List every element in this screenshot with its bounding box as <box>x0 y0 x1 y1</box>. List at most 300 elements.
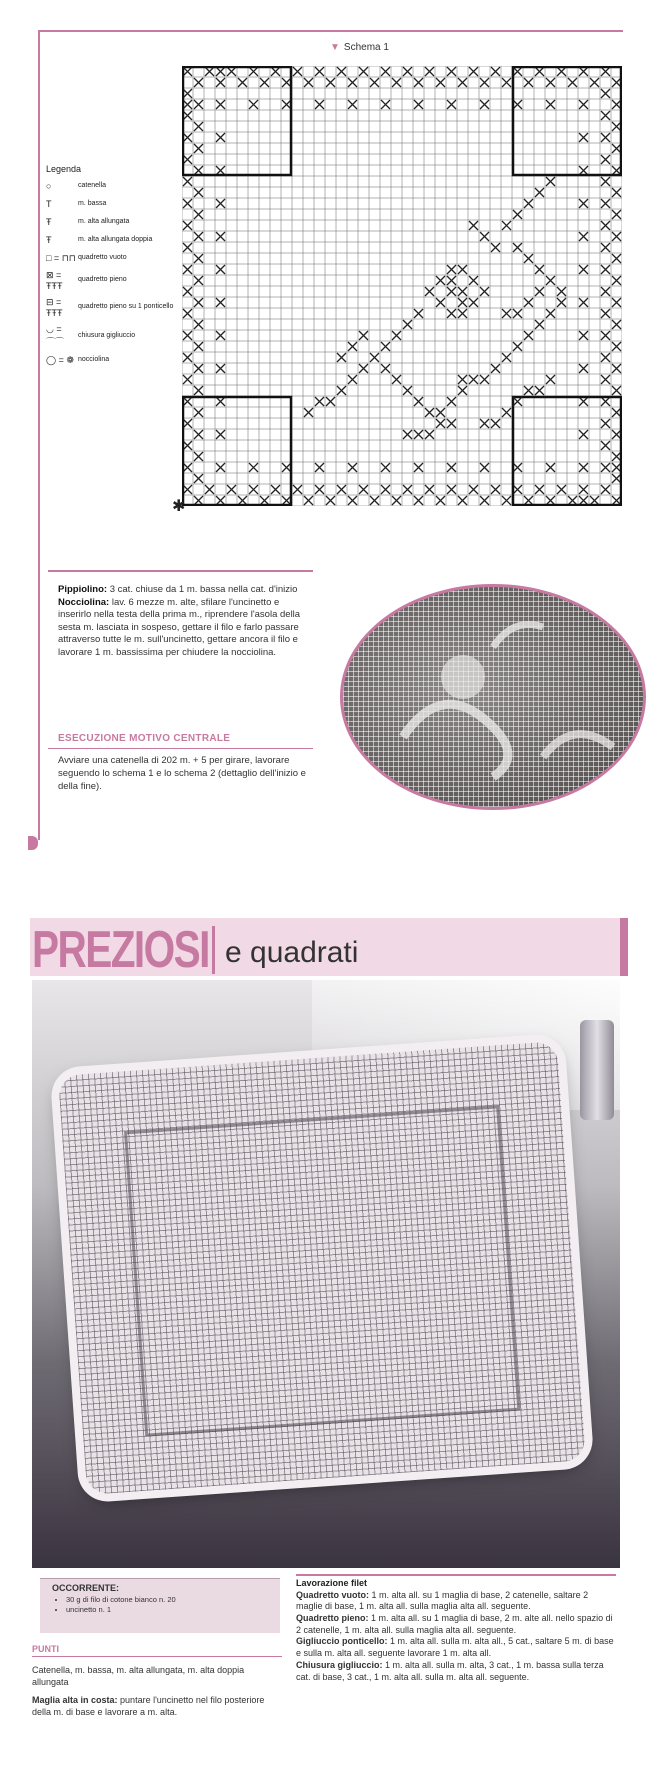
filled-square <box>447 463 456 472</box>
filled-square <box>612 100 621 109</box>
filled-square <box>557 298 566 307</box>
filled-square <box>194 496 203 505</box>
filled-square <box>469 485 478 494</box>
filled-square <box>502 496 511 505</box>
filled-square <box>194 386 203 395</box>
stitches-heading: PUNTI <box>32 1644 282 1657</box>
filled-square <box>480 287 489 296</box>
filled-square <box>183 441 192 450</box>
filled-square <box>403 430 412 439</box>
filled-square <box>337 353 346 362</box>
legend-label: chiusura gigliuccio <box>78 331 136 339</box>
filled-square <box>414 463 423 472</box>
filled-square <box>227 485 236 494</box>
legend-item <box>46 198 176 210</box>
filled-square <box>458 287 467 296</box>
filled-square <box>612 430 621 439</box>
filled-square <box>183 485 192 494</box>
filled-square <box>348 342 357 351</box>
filled-square <box>447 265 456 274</box>
filled-square <box>381 485 390 494</box>
filled-square <box>458 496 467 505</box>
filled-square <box>491 485 500 494</box>
legend-symbol-icon: T <box>46 199 52 209</box>
filled-square <box>579 100 588 109</box>
filled-square <box>612 78 621 87</box>
filled-square <box>183 67 192 76</box>
filled-square <box>414 78 423 87</box>
filled-square <box>612 474 621 483</box>
filled-square <box>546 78 555 87</box>
legend-symbol-icon: Ŧ <box>46 217 52 227</box>
filled-square <box>293 67 302 76</box>
filled-square <box>513 397 522 406</box>
filled-square <box>260 78 269 87</box>
filled-square <box>282 463 291 472</box>
qv-text: 1 m. alta all. su 1 maglia di base, 2 catenelle, saltare 2 maglie di base, 1 m. alta all. sulla maglia alta all. seguente. <box>296 1589 589 1612</box>
legend-item <box>46 180 176 192</box>
filled-square <box>612 320 621 329</box>
execution-section <box>48 733 313 793</box>
filled-square <box>392 496 401 505</box>
filled-square <box>458 386 467 395</box>
legend-item <box>46 234 176 246</box>
filled-square <box>579 331 588 340</box>
filled-square <box>612 342 621 351</box>
filled-square <box>579 397 588 406</box>
filled-square <box>381 342 390 351</box>
legend-symbol-icon: ⊟ = ŦŦŦ <box>46 297 63 318</box>
filled-square <box>601 287 610 296</box>
filled-square <box>579 232 588 241</box>
filled-square <box>216 463 225 472</box>
gp-label: Gigliuccio ponticello: <box>296 1636 388 1647</box>
filled-square <box>183 309 192 318</box>
legend-item <box>46 216 176 228</box>
filled-square <box>447 419 456 428</box>
filled-square <box>502 78 511 87</box>
filled-square <box>458 265 467 274</box>
filled-square <box>601 331 610 340</box>
stitches-section <box>32 1664 282 1725</box>
execution-text: Avviare una catenella di 202 m. + 5 per girare, lavorare seguendo lo schema 1 e lo schema 2 (dettaglio dell'inizio e della fine). <box>58 755 306 792</box>
filled-square <box>183 221 192 230</box>
page-schema <box>0 0 660 850</box>
filled-square <box>612 144 621 153</box>
filled-square <box>183 133 192 142</box>
filled-square <box>557 485 566 494</box>
doily <box>58 1041 586 1495</box>
legend <box>46 164 176 372</box>
filled-square <box>249 67 258 76</box>
filled-square <box>216 430 225 439</box>
filled-square <box>392 331 401 340</box>
legend-label: m. alta allungata <box>78 217 130 225</box>
filled-square <box>359 67 368 76</box>
filled-square <box>194 276 203 285</box>
filled-square <box>315 485 324 494</box>
filled-square <box>216 331 225 340</box>
filled-square <box>513 463 522 472</box>
filled-square <box>425 287 434 296</box>
legend-item <box>46 252 176 264</box>
legend-symbol-icon: □ = ⊓⊓ <box>46 252 76 263</box>
filled-square <box>480 496 489 505</box>
filled-square <box>183 419 192 428</box>
filled-square <box>557 287 566 296</box>
filled-square <box>194 210 203 219</box>
filled-square <box>337 386 346 395</box>
filled-square <box>183 353 192 362</box>
filled-square <box>513 485 522 494</box>
legend-symbol-icon: ◯ = ❁ <box>46 354 74 365</box>
legend-label: m. bassa <box>78 199 107 207</box>
filled-square <box>612 364 621 373</box>
filled-square <box>315 67 324 76</box>
filled-square <box>194 188 203 197</box>
filled-square <box>546 309 555 318</box>
filled-square <box>414 309 423 318</box>
filled-square <box>205 67 214 76</box>
filled-square <box>601 375 610 384</box>
materials-item: • uncinetto n. 1 <box>66 1605 280 1614</box>
filled-square <box>194 254 203 263</box>
filled-square <box>436 276 445 285</box>
filled-square <box>612 254 621 263</box>
filled-square <box>183 243 192 252</box>
filled-square <box>601 177 610 186</box>
filled-square <box>282 78 291 87</box>
filled-square <box>579 496 588 505</box>
filled-square <box>546 496 555 505</box>
triangle-marker-icon: ▼ <box>330 42 340 53</box>
filled-square <box>447 287 456 296</box>
filled-square <box>216 397 225 406</box>
legend-label: m. alta allungata doppia <box>78 235 153 243</box>
filled-square <box>183 331 192 340</box>
filled-square <box>601 111 610 120</box>
filled-square <box>403 485 412 494</box>
filled-square <box>183 111 192 120</box>
filled-square <box>381 100 390 109</box>
filled-square <box>447 67 456 76</box>
filled-square <box>271 67 280 76</box>
legend-label: quadretto pieno <box>78 276 127 284</box>
costa-label: Maglia alta in costa: <box>32 1695 118 1706</box>
pippiolino-text: 3 cat. chiuse da 1 m. bassa nella cat. d'inizio <box>109 584 298 595</box>
filled-square <box>469 67 478 76</box>
legend-label: nocciolina <box>78 355 110 363</box>
nocciolina-text: lav. 6 mezze m. alte, sfilare l'uncinetto e inserirlo nella testa della prima m., riprendere l'asola della sesta m. lasciata in sospeso, gettare il filo e farlo passare attraverso tutte le m. sull'uncinetto, gettare ancora il filo e lavorare 1 m. bassissima per chiudere la nocciolina. <box>58 596 301 658</box>
filled-square <box>370 496 379 505</box>
filled-square <box>458 309 467 318</box>
start-asterisk: ✱ <box>172 498 186 515</box>
filled-square <box>612 386 621 395</box>
stitches-text: Catenella, m. bassa, m. alta allungata, m. alta doppia allungata <box>32 1665 245 1688</box>
filled-square <box>491 67 500 76</box>
filled-square <box>414 430 423 439</box>
filled-square <box>348 463 357 472</box>
execution-heading: ESECUZIONE MOTIVO CENTRALE <box>48 733 313 749</box>
filled-square <box>535 386 544 395</box>
filled-square <box>480 463 489 472</box>
filled-square <box>315 100 324 109</box>
filled-square <box>513 100 522 109</box>
filled-square <box>425 408 434 417</box>
filled-square <box>458 375 467 384</box>
legend-item <box>46 297 176 318</box>
filled-square <box>216 166 225 175</box>
filled-square <box>546 375 555 384</box>
pippiolino-label: Pippiolino: <box>58 584 108 595</box>
filled-square <box>612 166 621 175</box>
filled-square <box>502 353 511 362</box>
filled-square <box>238 496 247 505</box>
title-main: PREZIOSI <box>32 921 209 979</box>
doily-inner-border <box>124 1105 520 1436</box>
filled-square <box>535 320 544 329</box>
filled-square <box>601 265 610 274</box>
header-accent <box>620 918 628 976</box>
filled-square <box>447 485 456 494</box>
filled-square <box>425 67 434 76</box>
filled-square <box>535 67 544 76</box>
filled-square <box>612 122 621 131</box>
filled-square <box>304 496 313 505</box>
filled-square <box>557 67 566 76</box>
filled-square <box>535 287 544 296</box>
crochet-chart <box>182 66 622 506</box>
filled-square <box>315 463 324 472</box>
qp-label: Quadretto pieno: <box>296 1613 369 1624</box>
filled-square <box>238 78 247 87</box>
filled-square <box>183 287 192 296</box>
filled-square <box>414 397 423 406</box>
title-sub: e quadrati <box>225 936 359 969</box>
filled-square <box>183 155 192 164</box>
filled-square <box>337 485 346 494</box>
filled-square <box>249 100 258 109</box>
cg-text: 1 m. alta all. sulla m. alta, 3 cat., 1 m. bassa sulla terza cat. di base, 3 cat., 1 m. alta all. sulla m. alta all. seguente. <box>296 1659 604 1682</box>
filled-square <box>183 177 192 186</box>
glass-bottle <box>580 1020 614 1120</box>
filled-square <box>436 408 445 417</box>
filled-square <box>304 408 313 417</box>
filled-square <box>513 342 522 351</box>
legend-item <box>46 354 176 366</box>
filled-square <box>546 100 555 109</box>
filled-square <box>183 199 192 208</box>
filled-square <box>612 408 621 417</box>
nocciolina-label: Nocciolina: <box>58 596 110 608</box>
filled-square <box>579 265 588 274</box>
filled-square <box>403 320 412 329</box>
filled-square <box>601 199 610 208</box>
filled-square <box>480 375 489 384</box>
filled-square <box>601 419 610 428</box>
filled-square <box>194 474 203 483</box>
filled-square <box>612 496 621 505</box>
filled-square <box>194 144 203 153</box>
legend-label: catenella <box>78 181 107 189</box>
filled-square <box>524 386 533 395</box>
filled-square <box>480 100 489 109</box>
filled-square <box>480 232 489 241</box>
filled-square <box>524 254 533 263</box>
filled-square <box>601 353 610 362</box>
legend-label: quadretto pieno su 1 ponticello <box>78 303 174 311</box>
filled-square <box>601 463 610 472</box>
filled-square <box>546 276 555 285</box>
filled-square <box>480 419 489 428</box>
filled-square <box>194 298 203 307</box>
filled-square <box>315 397 324 406</box>
filled-square <box>601 243 610 252</box>
filled-square <box>183 89 192 98</box>
filled-square <box>502 221 511 230</box>
filled-square <box>348 78 357 87</box>
filled-square <box>458 78 467 87</box>
materials-box <box>40 1578 280 1633</box>
legend-symbol-icon: ○ <box>46 181 52 191</box>
filled-square <box>491 243 500 252</box>
filled-square <box>524 298 533 307</box>
filled-square <box>601 133 610 142</box>
filled-square <box>348 375 357 384</box>
filled-square <box>524 496 533 505</box>
filled-square <box>348 496 357 505</box>
doily-photo <box>32 980 620 1568</box>
detail-photo <box>340 584 646 810</box>
filled-square <box>337 67 346 76</box>
filled-square <box>194 452 203 461</box>
filled-square <box>403 67 412 76</box>
filled-square <box>271 485 280 494</box>
filled-square <box>359 364 368 373</box>
filled-square <box>458 298 467 307</box>
filled-square <box>194 100 203 109</box>
filled-square <box>392 375 401 384</box>
filled-square <box>403 386 412 395</box>
filet-heading: Lavorazione filet <box>296 1574 616 1590</box>
filled-square <box>227 67 236 76</box>
page-tab <box>28 836 38 850</box>
filled-square <box>216 265 225 274</box>
filled-square <box>249 463 258 472</box>
filled-square <box>381 364 390 373</box>
filled-square <box>216 232 225 241</box>
filled-square <box>491 419 500 428</box>
filled-square <box>568 78 577 87</box>
filled-square <box>205 485 214 494</box>
filled-square <box>183 463 192 472</box>
gp-text: 1 m. alta all. sulla m. alta all., 5 cat., saltare 5 m. di base e sulla m. alta all. seguente lavorare 1 m. alta all. <box>296 1636 614 1659</box>
filled-square <box>469 375 478 384</box>
filled-square <box>216 133 225 142</box>
filled-square <box>392 78 401 87</box>
filled-square <box>447 397 456 406</box>
materials-title: OCCORRENTE: <box>52 1583 119 1593</box>
filled-square <box>436 298 445 307</box>
filled-square <box>381 463 390 472</box>
filled-square <box>601 441 610 450</box>
filled-square <box>194 232 203 241</box>
schema-title: ▼ Schema 1 <box>330 42 389 53</box>
filled-square <box>491 364 500 373</box>
filled-square <box>216 100 225 109</box>
filled-square <box>579 298 588 307</box>
filled-square <box>370 353 379 362</box>
filled-square <box>612 276 621 285</box>
filled-square <box>612 188 621 197</box>
filled-square <box>216 496 225 505</box>
filled-square <box>293 485 302 494</box>
qp-text: 1 m. alta all. su 1 maglia di base, 2 m. alte all. nello spazio di 2 catenelle, 1 m. alta all. sulla maglia alta all. seguente. <box>296 1613 613 1635</box>
qv-label: Quadretto vuoto: <box>296 1589 369 1600</box>
filled-square <box>436 78 445 87</box>
filled-square <box>568 496 577 505</box>
cg-label: Chiusura gigliuccio: <box>296 1659 383 1670</box>
filled-square <box>502 309 511 318</box>
filled-square <box>326 78 335 87</box>
filled-square <box>425 430 434 439</box>
filled-square <box>590 78 599 87</box>
filled-square <box>513 243 522 252</box>
legend-title: Legenda <box>46 164 82 174</box>
stitch-notes-box <box>48 570 313 697</box>
filled-square <box>601 309 610 318</box>
filled-square <box>601 67 610 76</box>
filled-square <box>447 276 456 285</box>
filled-square <box>216 364 225 373</box>
filled-square <box>524 331 533 340</box>
filled-square <box>612 298 621 307</box>
filled-square <box>447 100 456 109</box>
filled-square <box>601 485 610 494</box>
filled-square <box>469 221 478 230</box>
filled-square <box>546 177 555 186</box>
filled-square <box>359 331 368 340</box>
filled-square <box>260 496 269 505</box>
filled-square <box>348 100 357 109</box>
filled-square <box>612 463 621 472</box>
filled-square <box>447 309 456 318</box>
crochet-chart-grid <box>182 66 622 506</box>
filled-square <box>249 485 258 494</box>
filled-square <box>502 408 511 417</box>
page-border-top <box>38 30 623 32</box>
filled-square <box>414 496 423 505</box>
filled-square <box>359 485 368 494</box>
legend-item <box>46 270 176 291</box>
legend-symbol-icon: ⊠ = ŦŦŦ <box>46 270 63 291</box>
legend-symbol-icon: ◡ = ⌒⌒ <box>46 324 65 347</box>
filled-square <box>194 342 203 351</box>
filled-square <box>183 397 192 406</box>
filled-square <box>579 166 588 175</box>
filled-square <box>425 485 434 494</box>
filled-square <box>282 100 291 109</box>
legend-item <box>46 324 176 348</box>
filled-square <box>370 78 379 87</box>
filled-square <box>601 89 610 98</box>
legend-symbol-icon: Ŧ <box>46 235 52 245</box>
filled-square <box>524 199 533 208</box>
filled-square <box>579 133 588 142</box>
filled-square <box>612 232 621 241</box>
detail-photo-motif <box>343 587 643 807</box>
legend-label: quadretto vuoto <box>78 253 127 261</box>
